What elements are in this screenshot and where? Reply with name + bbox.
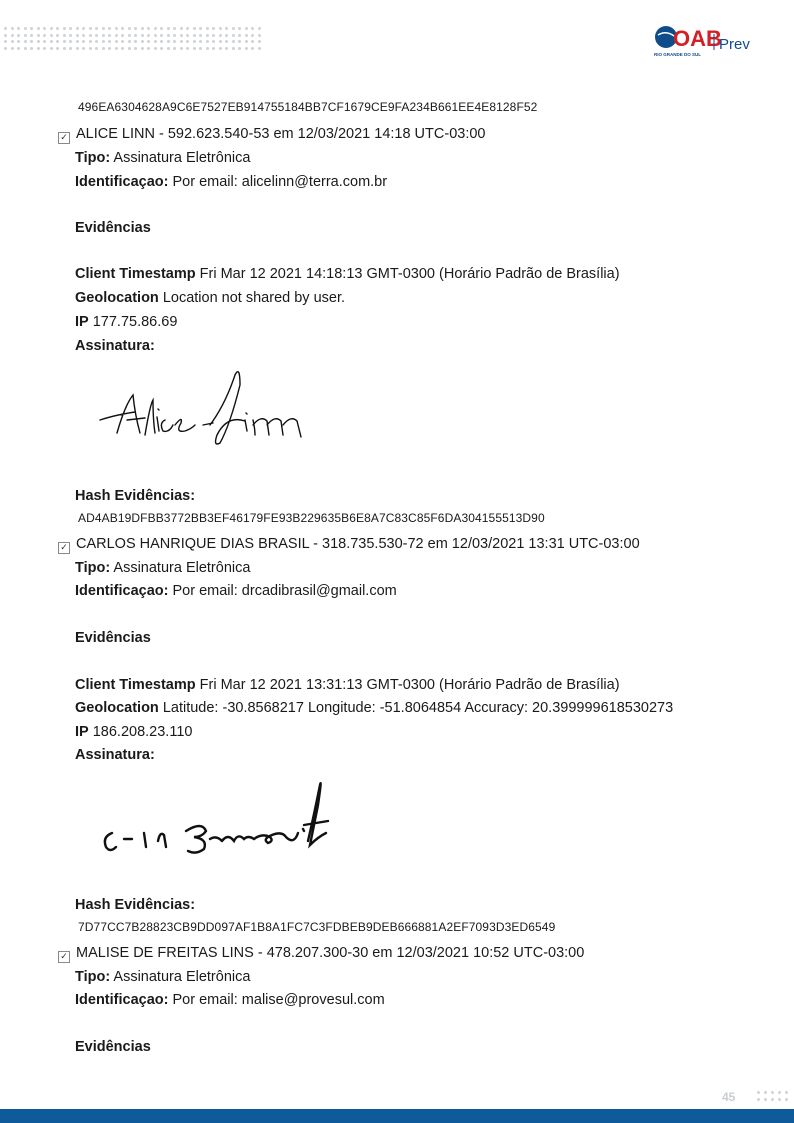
decorative-dot [115,27,118,30]
decorative-dot [121,27,124,30]
decorative-dot [180,40,183,43]
previous-hash-value: 496EA6304628A9C6E7527EB914755184BB7CF1679CE9FA234B661EE4E8128F52 [78,100,538,114]
decorative-dot [89,47,92,50]
decorative-dot [50,34,53,37]
decorative-dot [76,27,79,30]
decorative-dot [63,34,66,37]
decorative-dot [11,47,14,50]
decorative-dot [141,34,144,37]
decorative-dot [11,40,14,43]
decorative-dot [167,40,170,43]
decorative-dot [69,40,72,43]
svg-text:RIO GRANDE DO SUL: RIO GRANDE DO SUL [654,52,702,57]
decorative-dot [154,47,157,50]
decorative-dot [11,27,14,30]
decorative-dot [121,40,124,43]
decorative-dot [4,47,7,50]
decorative-dot [160,27,163,30]
decorative-dot [89,27,92,30]
decorative-dot [43,34,46,37]
decorative-dot [206,47,209,50]
decorative-dot [134,27,137,30]
decorative-dot [232,47,235,50]
decorative-dot [121,47,124,50]
decorative-dot [37,47,40,50]
decorative-dot [206,34,209,37]
decorative-dot [212,47,215,50]
field-label: Identificaçao: [75,583,169,599]
hash-evidence-label [75,488,195,504]
decorative-dot [219,34,222,37]
decorative-dot [778,1091,781,1094]
decorative-dot [141,40,144,43]
field-value: 186.208.23.110 [92,724,193,740]
decorative-dot [173,34,176,37]
decorative-dot [108,40,111,43]
decorative-dot [245,34,248,37]
decorative-dot [225,27,228,30]
decorative-dot [173,47,176,50]
decorative-dot [4,40,7,43]
decorative-dot [89,34,92,37]
decorative-dot [193,27,196,30]
decorative-dot [128,40,131,43]
field-label: IP [75,724,89,740]
decorative-dot [24,47,27,50]
decorative-dot [56,34,59,37]
signer-identification-row [75,583,397,599]
decorative-dot [141,47,144,50]
decorative-dot [258,27,261,30]
decorative-dot [43,47,46,50]
handwritten-signature-carlos [98,775,333,860]
page-number: 45 [722,1090,736,1104]
decorative-dot [186,27,189,30]
decorative-dot [82,40,85,43]
decorative-dot [160,40,163,43]
signer-heading-text: CARLOS HANRIQUE DIAS BRASIL - 318.735.530-72 em 12/03/2021 13:31 UTC-03:00 [76,536,640,552]
decorative-dot [251,47,254,50]
field-value: Assinatura Eletrônica [113,150,251,166]
decorative-dot [212,40,215,43]
field-value: 177.75.86.69 [92,314,178,330]
decorative-dot [199,40,202,43]
decorative-dot [147,34,150,37]
decorative-dot [219,47,222,50]
field-label: Tipo: [75,150,111,166]
signer-heading-text: MALISE DE FREITAS LINS - 478.207.300-30 em 12/03/2021 10:52 UTC-03:00 [76,945,585,961]
decorative-dot [17,40,20,43]
decorative-dot [141,27,144,30]
decorative-dot [115,40,118,43]
svg-text:OAB: OAB [673,26,722,51]
field-label: Client Timestamp [75,266,196,282]
decorative-dot [108,27,111,30]
field-label: Client Timestamp [75,677,196,693]
decorative-dot [95,47,98,50]
decorative-dot [212,27,215,30]
geolocation-row [75,700,673,716]
decorative-dot [37,40,40,43]
hash-evidence-value: AD4AB19DFBB3772BB3EF46179FE93B229635B6E8A7C83C85F6DA304155513D90 [78,511,545,525]
decorative-dot [69,27,72,30]
decorative-dot [764,1091,767,1094]
decorative-dot [258,47,261,50]
decorative-dot [102,34,105,37]
decorative-dot [95,40,98,43]
field-value: Por email: drcadibrasil@gmail.com [172,583,397,599]
decorative-dot [82,27,85,30]
decorative-dot [757,1091,760,1094]
signer-type-row [75,969,250,985]
decorative-dot [17,34,20,37]
field-label: Geolocation [75,700,159,716]
decorative-dot [771,1098,774,1101]
decorative-dot [251,27,254,30]
decorative-dot [56,40,59,43]
decorative-dot [43,27,46,30]
decorative-dot [199,47,202,50]
decorative-dot [193,47,196,50]
decorative-dot [17,47,20,50]
decorative-dot [219,27,222,30]
decorative-dot [147,47,150,50]
decorative-dot [37,34,40,37]
decorative-dot [154,34,157,37]
field-value: Fri Mar 12 2021 13:31:13 GMT-0300 (Horário Padrão de Brasília) [199,677,620,693]
decorative-dot [37,27,40,30]
decorative-dot [30,40,33,43]
decorative-dot [238,34,241,37]
decorative-dot [225,34,228,37]
decorative-dot [206,40,209,43]
decorative-dot [50,47,53,50]
decorative-dot [180,34,183,37]
signer-heading-malise [58,945,584,961]
field-value: Location not shared by user. [162,290,346,306]
decorative-dot [147,27,150,30]
decorative-dot [173,27,176,30]
decorative-dot [30,34,33,37]
decorative-dot [134,47,137,50]
evidence-heading-text: Evidências [75,220,151,236]
decorative-dot [30,27,33,30]
evidence-heading [75,220,151,236]
decorative-dot [180,27,183,30]
decorative-dot [251,34,254,37]
decorative-dot [238,40,241,43]
decorative-dot [258,34,261,37]
decorative-dot [11,34,14,37]
decorative-dot [232,34,235,37]
decorative-dot [115,34,118,37]
decorative-dot [108,47,111,50]
checkbox-icon: ✓ [58,542,70,554]
field-value: Fri Mar 12 2021 14:18:13 GMT-0300 (Horário Padrão de Brasília) [199,266,620,282]
decorative-dot [186,34,189,37]
decorative-dot [167,27,170,30]
decorative-dot [225,47,228,50]
decorative-dot [764,1098,767,1101]
decorative-dot [147,40,150,43]
decorative-dot [186,40,189,43]
field-label: Tipo: [75,969,111,985]
decorative-dot [108,34,111,37]
decorative-dot [180,47,183,50]
signature-label-text: Assinatura: [75,338,155,354]
decorative-dot [69,34,72,37]
decorative-dot [50,40,53,43]
decorative-dot [245,40,248,43]
decorative-dot [199,34,202,37]
decorative-dot [245,27,248,30]
decorative-dot [173,40,176,43]
decorative-dot [193,34,196,37]
decorative-dot [206,27,209,30]
decorative-dot [89,40,92,43]
decorative-dot [128,27,131,30]
decorative-dot [167,47,170,50]
oab-prev-logo [652,24,762,60]
decorative-dot [154,27,157,30]
decorative-dot [245,47,248,50]
evidence-heading-text: Evidências [75,1039,151,1055]
signer-type-row [75,150,250,166]
decorative-dot [160,34,163,37]
checkbox-icon: ✓ [58,132,70,144]
decorative-dot [128,34,131,37]
evidence-heading [75,1039,151,1055]
decorative-dot [785,1098,788,1101]
checkbox-icon: ✓ [58,951,70,963]
client-timestamp-row [75,677,620,693]
decorative-dot [95,27,98,30]
decorative-dot [771,1091,774,1094]
decorative-dot [63,27,66,30]
evidence-heading [75,630,151,646]
hash-evidence-label-text: Hash Evidências: [75,488,196,504]
decorative-dot [76,34,79,37]
decorative-dot [225,40,228,43]
geolocation-row [75,290,345,306]
field-value: Latitude: -30.8568217 Longitude: -51.8064854 Accuracy: 20.399999618530273 [162,700,674,716]
decorative-dot [17,27,20,30]
signature-label [75,338,155,354]
signature-label-text: Assinatura: [75,747,155,763]
decorative-dot [121,34,124,37]
decorative-dot [154,40,157,43]
decorative-dot [232,27,235,30]
decorative-dot [251,40,254,43]
field-label: Geolocation [75,290,159,306]
field-value: Por email: malise@provesul.com [172,992,385,1008]
decorative-dot [115,47,118,50]
decorative-dot [128,47,131,50]
hash-evidence-label-text: Hash Evidências: [75,897,196,913]
decorative-dot [95,34,98,37]
decorative-dot [238,27,241,30]
hash-evidence-value: 7D77CC7B28823CB9DD097AF1B8A1FC7C3FDBEB9DEB666881A2EF7093D3ED6549 [78,920,556,934]
decorative-dot [102,47,105,50]
decorative-dot [193,40,196,43]
decorative-dot [102,27,105,30]
decorative-dot [82,34,85,37]
field-value: Assinatura Eletrônica [113,969,251,985]
decorative-dot [186,47,189,50]
decorative-dot [219,40,222,43]
decorative-dot [24,40,27,43]
decorative-dot [63,47,66,50]
decorative-dot [30,47,33,50]
decorative-dot [134,34,137,37]
field-value: Por email: alicelinn@terra.com.br [172,174,388,190]
signer-heading-text: ALICE LINN - 592.623.540-53 em 12/03/2021 14:18 UTC-03:00 [76,126,486,142]
decorative-dot [24,27,27,30]
decorative-dot [134,40,137,43]
decorative-dot [232,40,235,43]
handwritten-signature-alice [95,365,320,455]
signer-identification-row [75,174,387,190]
signature-label [75,747,155,763]
decorative-dot [102,40,105,43]
decorative-dot [160,47,163,50]
signer-heading-alice [58,126,485,142]
decorative-dot [56,27,59,30]
decorative-dot [76,47,79,50]
decorative-dot [258,40,261,43]
decorative-dot [69,47,72,50]
field-label: Identificaçao: [75,174,169,190]
field-label: Identificaçao: [75,992,169,1008]
ip-row [75,314,177,330]
signer-heading-carlos [58,536,640,552]
field-value: Assinatura Eletrônica [113,560,251,576]
decorative-dot [43,40,46,43]
signer-type-row [75,560,250,576]
evidence-heading-text: Evidências [75,630,151,646]
svg-text:Prev: Prev [719,36,750,53]
decorative-dot [785,1091,788,1094]
decorative-dot [4,34,7,37]
client-timestamp-row [75,266,620,282]
footer-bar [0,1109,794,1123]
decorative-dot [24,34,27,37]
ip-row [75,724,192,740]
decorative-dot [238,47,241,50]
decorative-dot [82,47,85,50]
decorative-dot [778,1098,781,1101]
field-label: Tipo: [75,560,111,576]
decorative-dot [4,27,7,30]
decorative-dot [56,47,59,50]
signer-identification-row [75,992,385,1008]
decorative-dot [63,40,66,43]
decorative-dot [212,34,215,37]
decorative-dot [199,27,202,30]
field-label: IP [75,314,89,330]
decorative-dot [76,40,79,43]
hash-evidence-label [75,897,195,913]
decorative-dot [167,34,170,37]
decorative-dot [757,1098,760,1101]
decorative-dot [50,27,53,30]
